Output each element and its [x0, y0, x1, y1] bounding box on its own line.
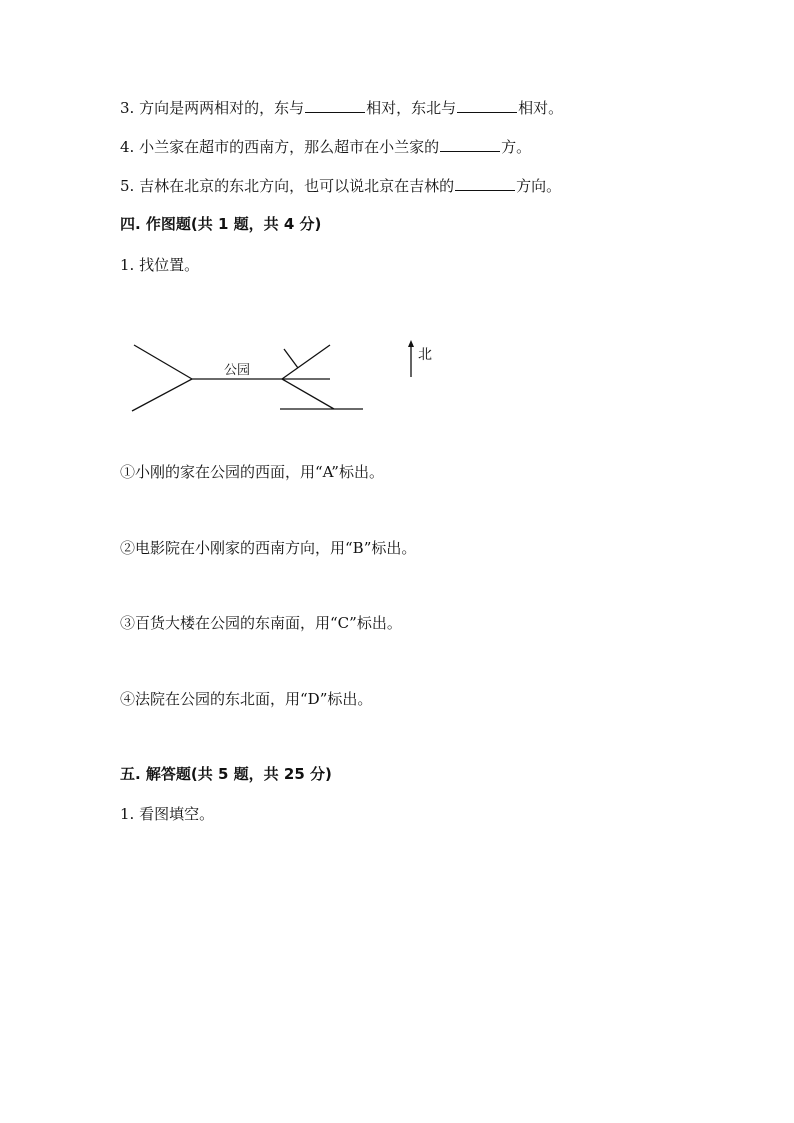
question-3-prefix: 3. 方向是两两相对的，东与: [120, 99, 305, 117]
road-line: [282, 379, 334, 409]
north-label: 北: [418, 347, 432, 363]
question-3-mid: 相对，东北与: [366, 99, 457, 117]
park-label: 公园: [224, 363, 251, 378]
section-4-heading: 四. 作图题(共 1 题，共 4 分): [120, 215, 322, 233]
task-3: ③百货大楼在公园的东南面，用“C”标出。: [120, 614, 402, 632]
road-line: [282, 345, 330, 379]
task-2: ②电影院在小刚家的西南方向，用“B”标出。: [120, 539, 417, 557]
task-1: ①小刚的家在公园的西面，用“A”标出。: [120, 463, 384, 481]
task-4: ④法院在公园的东北面，用“D”标出。: [120, 690, 373, 708]
question-5: [120, 175, 561, 196]
question-4-prefix: 4. 小兰家在超市的西南方，那么超市在小兰家的: [120, 138, 440, 156]
section-5-heading: 五. 解答题(共 5 题，共 25 分): [120, 765, 332, 783]
question-5-suffix: 方向。: [516, 177, 562, 195]
answer-blank[interactable]: [455, 175, 515, 191]
section-5-question: 1. 看图填空。: [120, 805, 215, 823]
answer-blank[interactable]: [440, 136, 500, 152]
map-svg: [120, 325, 460, 425]
section-4-question: 1. 找位置。: [120, 256, 200, 274]
road-line: [284, 349, 298, 368]
question-3-suffix: 相对。: [518, 99, 564, 117]
map-diagram: [120, 325, 460, 429]
question-4-suffix: 方。: [501, 138, 532, 156]
road-line: [134, 345, 192, 379]
answer-blank[interactable]: [457, 97, 517, 113]
question-5-prefix: 5. 吉林在北京的东北方向，也可以说北京在吉林的: [120, 177, 455, 195]
question-3: [120, 97, 563, 118]
road-line: [132, 379, 192, 411]
answer-blank[interactable]: [305, 97, 365, 113]
north-arrow-icon: [408, 340, 414, 347]
question-4: [120, 136, 531, 157]
